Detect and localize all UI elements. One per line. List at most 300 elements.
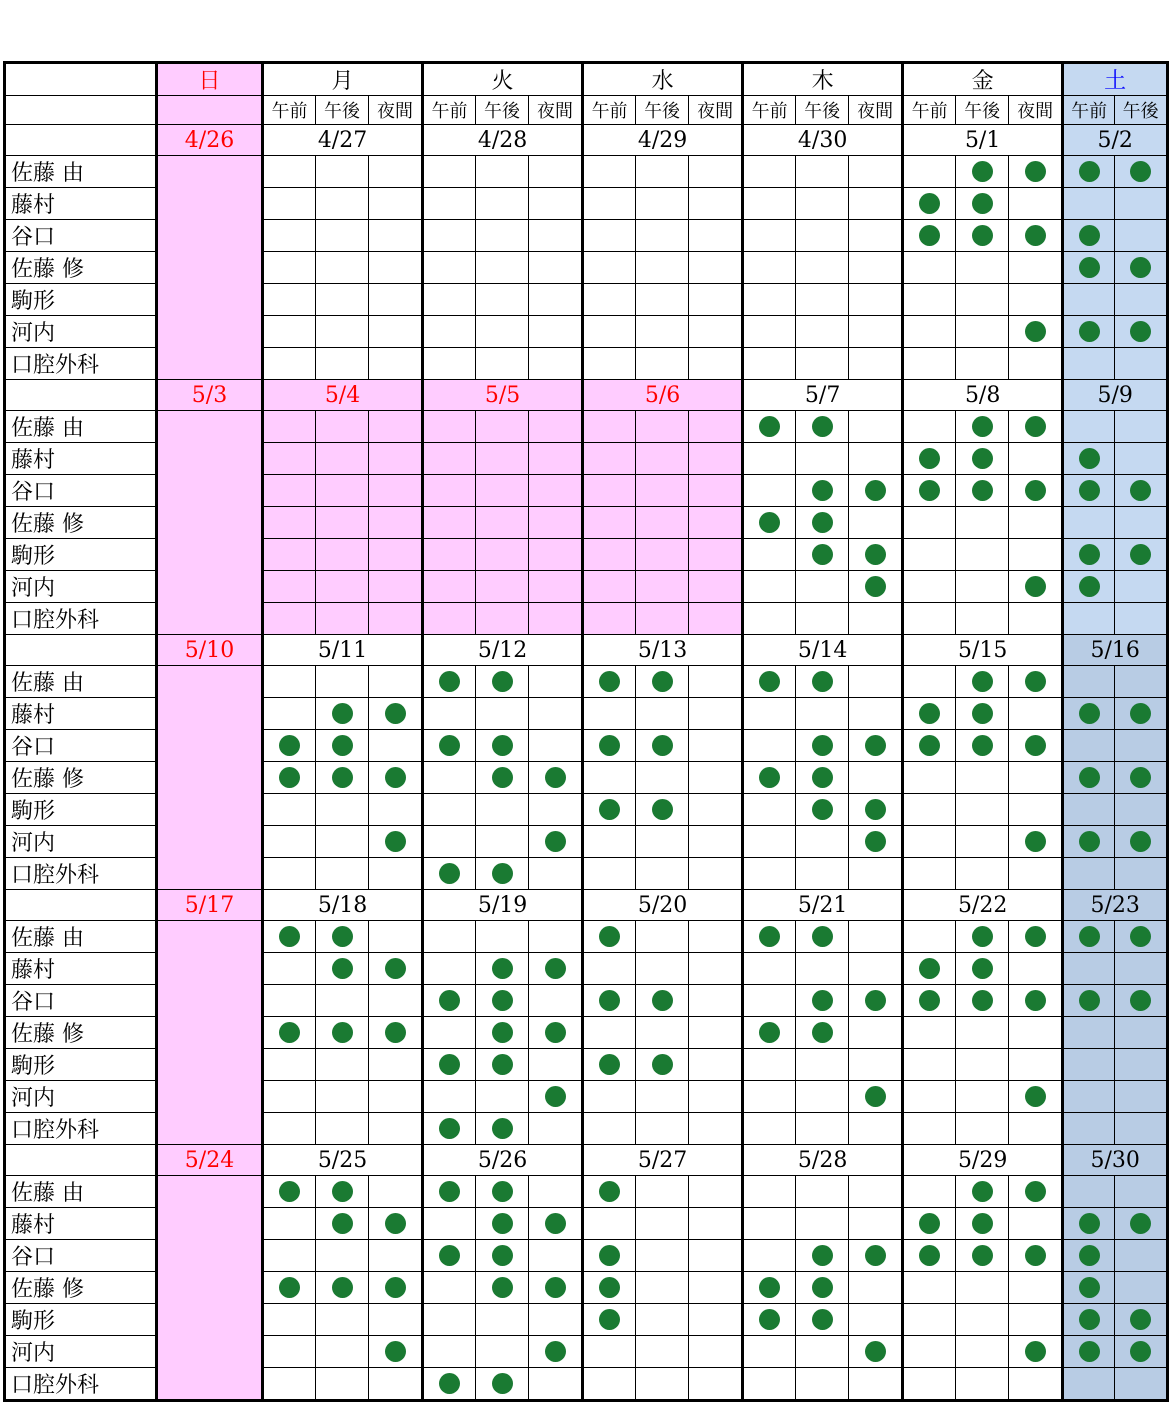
slot-cell [1063,1081,1115,1113]
slot-cell [796,826,849,858]
staff-name: 谷口 [5,1240,157,1272]
slot-cell [263,252,316,284]
date-cell: 4/28 [423,125,583,156]
slot-cell [369,316,423,348]
date-cell: 5/26 [423,1145,583,1176]
available-dot [1079,448,1100,469]
slot-cell [369,603,423,635]
available-dot [385,1022,406,1043]
slot-cell [583,1176,636,1208]
slot-cell [423,1304,476,1336]
available-dot [865,799,886,820]
slot-cell [1009,1017,1063,1049]
available-dot [759,767,780,788]
slot-cell [903,666,956,698]
slot-cell [316,507,369,539]
slot-cell [903,188,956,220]
slot-cell [263,762,316,794]
slot-cell [583,220,636,252]
slot-cell [849,1017,903,1049]
slot-cell [1063,1336,1115,1368]
available-dot [279,1277,300,1298]
slot-cell [369,220,423,252]
slot-cell [1063,666,1115,698]
slot-cell [796,571,849,603]
available-dot [492,671,513,692]
slot-cell [1009,156,1063,188]
slot-cell [849,1081,903,1113]
slot-cell [956,284,1009,316]
date-row [5,890,1168,921]
slot-cell [423,953,476,985]
date-cell: 5/9 [1063,380,1168,411]
available-dot [492,1022,513,1043]
slot-cell [743,826,796,858]
slot-cell [369,858,423,890]
available-dot [332,926,353,947]
slot-cell [583,188,636,220]
slot-cell [529,666,583,698]
available-dot [919,990,940,1011]
slot-cell [636,730,689,762]
slot-cell [263,348,316,380]
slot-cell [476,985,529,1017]
slot-cell [956,1081,1009,1113]
slot-cell [903,443,956,475]
slot-cell [636,411,689,443]
available-dot [865,480,886,501]
available-dot [385,958,406,979]
slot-cell [796,1113,849,1145]
slot-cell [263,571,316,603]
slot-cell [1009,858,1063,890]
date-cell: 4/29 [583,125,743,156]
date-row [5,1145,1168,1176]
slot-cell [263,1304,316,1336]
available-dot [385,1341,406,1362]
slot-cell [316,220,369,252]
slot-cell [849,316,903,348]
slot-cell [423,316,476,348]
slot-cell [636,1017,689,1049]
available-dot [1130,767,1151,788]
available-dot [1025,321,1046,342]
available-dot [332,958,353,979]
slot-cell [743,571,796,603]
slot-cell [529,985,583,1017]
available-dot [1130,1213,1151,1234]
slot-cell [689,411,743,443]
available-dot [972,1213,993,1234]
slot-cell [849,284,903,316]
slot-cell [743,730,796,762]
slot-cell [743,1113,796,1145]
date-cell: 5/28 [743,1145,903,1176]
date-row [5,635,1168,666]
slot-label: 午前 [423,96,476,125]
date-cell: 5/7 [743,380,903,411]
slot-cell [796,220,849,252]
slot-cell [316,1049,369,1081]
slot-cell [583,284,636,316]
slot-cell [743,666,796,698]
available-dot [492,735,513,756]
date-row-label [5,635,157,666]
date-cell: 4/30 [743,125,903,156]
slot-cell [903,1113,956,1145]
slot-cell [263,507,316,539]
available-dot [439,671,460,692]
slot-cell [956,188,1009,220]
slot-cell [316,348,369,380]
available-dot [972,926,993,947]
available-dot [812,416,833,437]
available-dot [1130,703,1151,724]
slot-cell [689,730,743,762]
slot-cell [743,1272,796,1304]
slot-cell [903,826,956,858]
available-dot [1025,1245,1046,1266]
slot-cell [369,1017,423,1049]
slot-cell [636,220,689,252]
date-cell: 5/20 [583,890,743,921]
date-row-label [5,890,157,921]
date-cell: 5/2 [1063,125,1168,156]
available-dot [865,735,886,756]
available-dot [1130,1309,1151,1330]
slot-cell [636,252,689,284]
slot-cell [956,411,1009,443]
slot-cell [476,156,529,188]
slot-cell [849,1240,903,1272]
slot-cell [423,443,476,475]
slot-cell [689,858,743,890]
slot-cell [903,539,956,571]
staff-row [5,411,1168,443]
slot-cell [583,156,636,188]
slot-cell [903,794,956,826]
slot-cell [636,1240,689,1272]
slot-cell [1115,698,1168,730]
slot-cell [369,1208,423,1240]
slot-cell [689,188,743,220]
slot-cell [636,1304,689,1336]
slot-cell [476,539,529,571]
slot-cell [689,348,743,380]
slot-cell [423,794,476,826]
available-dot [1025,1181,1046,1202]
available-dot [812,544,833,565]
available-dot [812,512,833,533]
available-dot [385,767,406,788]
slot-cell [316,571,369,603]
slot-cell [956,507,1009,539]
sunday-closed-cell [157,921,263,1145]
date-cell: 5/10 [157,635,263,666]
available-dot [1079,990,1100,1011]
staff-name: 河内 [5,316,157,348]
slot-cell [1063,571,1115,603]
slot-cell [263,794,316,826]
slot-cell [849,1176,903,1208]
available-dot [599,1309,620,1330]
date-cell: 5/5 [423,380,583,411]
slot-cell [796,443,849,475]
slot-cell [1009,953,1063,985]
slot-cell [583,698,636,730]
slot-cell [263,698,316,730]
available-dot [545,1213,566,1234]
available-dot [1079,926,1100,947]
slot-cell [316,826,369,858]
slot-cell [583,1113,636,1145]
slot-cell [796,316,849,348]
slot-cell [316,921,369,953]
slot-cell [849,443,903,475]
slot-cell [583,571,636,603]
slot-cell [743,1176,796,1208]
available-dot [1079,1245,1100,1266]
slot-cell [369,921,423,953]
slot-cell [796,411,849,443]
slot-cell [316,1240,369,1272]
slot-cell [956,921,1009,953]
slot-cell [476,698,529,730]
available-dot [865,990,886,1011]
slot-cell [636,1081,689,1113]
available-dot [759,671,780,692]
slot-cell [263,1336,316,1368]
slot-cell [903,220,956,252]
available-dot [545,1277,566,1298]
slot-cell [636,1336,689,1368]
slot-cell [689,443,743,475]
slot-cell [369,1240,423,1272]
slot-cell [369,1176,423,1208]
slot-cell [1115,252,1168,284]
slot-cell [849,1304,903,1336]
available-dot [1025,480,1046,501]
slot-cell [956,953,1009,985]
available-dot [1025,1086,1046,1107]
staff-row [5,1176,1168,1208]
slot-cell [1063,1208,1115,1240]
slot-label: 午後 [1115,96,1168,125]
slot-cell [1063,316,1115,348]
slot-cell [636,475,689,507]
slot-cell [849,539,903,571]
slot-cell [476,443,529,475]
slot-cell [369,156,423,188]
available-dot [1079,544,1100,565]
slot-cell [956,858,1009,890]
available-dot [279,1181,300,1202]
slot-cell [689,1176,743,1208]
slot-cell [1009,539,1063,571]
staff-name: 佐藤 修 [5,762,157,794]
slot-cell [796,156,849,188]
slot-cell [1009,252,1063,284]
slot-cell [1115,1017,1168,1049]
available-dot [599,1277,620,1298]
slot-cell [743,698,796,730]
slot-cell [476,1240,529,1272]
available-dot [972,161,993,182]
slot-cell [476,953,529,985]
slot-label: 午前 [903,96,956,125]
slot-cell [263,539,316,571]
slot-cell [316,730,369,762]
slot-cell [903,1049,956,1081]
slot-cell [263,826,316,858]
slot-cell [529,284,583,316]
slot-cell [743,156,796,188]
slot-cell [796,985,849,1017]
slot-cell [1009,921,1063,953]
slot-cell [1009,411,1063,443]
slot-cell [743,348,796,380]
day-header-1: 月 [263,63,423,96]
slot-cell [316,698,369,730]
slot-cell [369,348,423,380]
slot-cell [583,475,636,507]
available-dot [599,735,620,756]
available-dot [652,671,673,692]
slot-cell [1063,985,1115,1017]
slot-cell [529,348,583,380]
slot-cell [796,348,849,380]
slot-cell [316,411,369,443]
slot-cell [1009,475,1063,507]
available-dot [1025,735,1046,756]
slot-cell [849,985,903,1017]
slot-cell [903,507,956,539]
slot-cell [796,953,849,985]
staff-name: 谷口 [5,220,157,252]
slot-cell [743,1017,796,1049]
slot-cell [849,252,903,284]
slot-cell [529,539,583,571]
slot-cell [796,1081,849,1113]
slot-cell [1009,826,1063,858]
staff-name: 谷口 [5,985,157,1017]
slot-cell [743,603,796,635]
slot-cell [743,539,796,571]
slot-cell [476,348,529,380]
slot-cell [849,571,903,603]
slot-cell [1009,794,1063,826]
date-cell: 5/13 [583,635,743,666]
slot-cell [796,475,849,507]
staff-name: 佐藤 修 [5,507,157,539]
slot-cell [263,284,316,316]
slot-cell [796,1336,849,1368]
slot-cell [1063,1017,1115,1049]
slot-cell [583,252,636,284]
slot-cell [956,316,1009,348]
slot-cell [849,1049,903,1081]
available-dot [1130,990,1151,1011]
date-cell: 5/6 [583,380,743,411]
slot-cell [1063,348,1115,380]
slot-cell [689,1336,743,1368]
slot-cell [743,953,796,985]
slot-cell [636,539,689,571]
slot-cell [316,475,369,507]
slot-cell [1009,284,1063,316]
slot-cell [1063,507,1115,539]
slot-cell [529,858,583,890]
available-dot [545,1022,566,1043]
date-row [5,125,1168,156]
slot-cell [423,1368,476,1401]
slot-cell [583,762,636,794]
slot-cell [529,443,583,475]
slot-cell [636,826,689,858]
available-dot [919,480,940,501]
slot-cell [1115,921,1168,953]
available-dot [439,1373,460,1394]
slot-cell [529,1208,583,1240]
slot-cell [903,1176,956,1208]
available-dot [492,767,513,788]
available-dot [1025,926,1046,947]
available-dot [1025,990,1046,1011]
available-dot [972,735,993,756]
slot-cell [903,921,956,953]
slot-cell [423,156,476,188]
available-dot [1079,1277,1100,1298]
slot-cell [796,603,849,635]
slot-cell [1115,156,1168,188]
date-cell: 5/8 [903,380,1063,411]
slot-cell [1063,188,1115,220]
slot-cell [689,316,743,348]
slot-cell [1115,1208,1168,1240]
slot-cell [636,858,689,890]
slot-cell [956,220,1009,252]
slot-cell [1115,1336,1168,1368]
slot-cell [529,1240,583,1272]
slot-cell [636,316,689,348]
slot-cell [1009,762,1063,794]
slot-cell [423,475,476,507]
slot-cell [1063,475,1115,507]
slot-cell [369,1272,423,1304]
slot-cell [529,762,583,794]
slot-cell [476,411,529,443]
clinic-schedule-table [3,61,1169,1402]
available-dot [1025,416,1046,437]
slot-cell [316,156,369,188]
slot-cell [636,156,689,188]
slot-cell [476,1176,529,1208]
slot-cell [1009,698,1063,730]
staff-name: 藤村 [5,188,157,220]
slot-cell [476,1113,529,1145]
slot-cell [689,539,743,571]
slot-cell [956,252,1009,284]
slot-cell [956,443,1009,475]
slot-cell [369,826,423,858]
slot-cell [529,1081,583,1113]
slot-cell [796,1272,849,1304]
slot-cell [903,348,956,380]
slot-cell [689,156,743,188]
slot-cell [263,858,316,890]
slot-cell [1115,188,1168,220]
slot-cell [529,1176,583,1208]
